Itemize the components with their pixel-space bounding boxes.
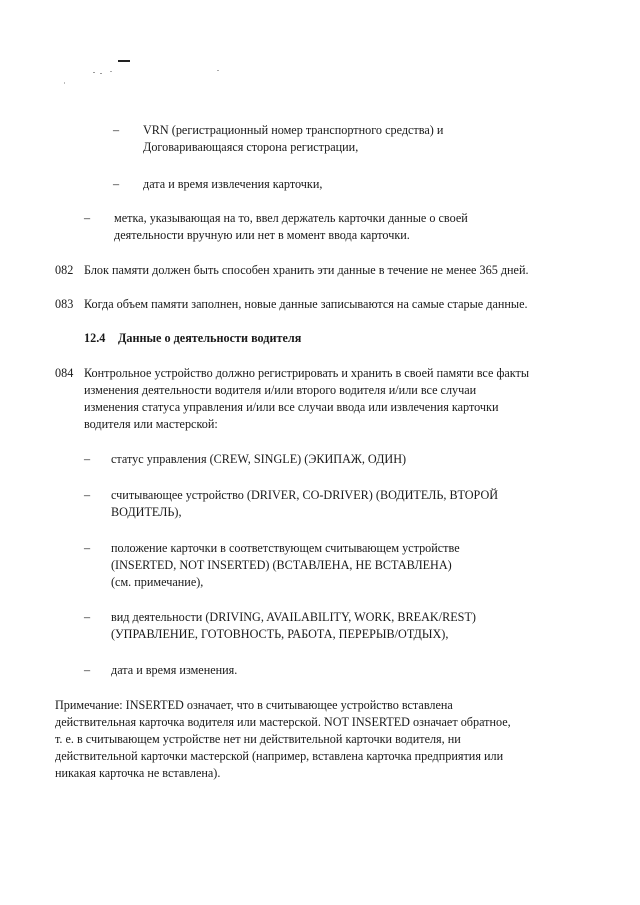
list-item-text: (УПРАВЛЕНИЕ, ГОТОВНОСТЬ, РАБОТА, ПЕРЕРЫВ/ОТДЫХ), xyxy=(111,627,449,641)
requirement-text: изменения статуса управления и/или все случаи ввода или извлечения карточки xyxy=(84,400,499,414)
requirement-text: Контрольное устройство должно регистрировать и хранить в своей памяти все факты xyxy=(84,366,530,380)
scan-artifact-dot xyxy=(217,70,219,71)
list-item-text: VRN (регистрационный номер транспортного средства) и xyxy=(143,123,444,137)
list-item-text: ВОДИТЕЛЬ), xyxy=(111,505,182,519)
requirement-number: 084 xyxy=(55,366,74,380)
scan-artifact-dot xyxy=(64,82,65,84)
list-dash: – xyxy=(113,177,120,191)
list-item-text: (INSERTED, NOT INSERTED) (ВСТАВЛЕНА, НЕ ВСТАВЛЕНА) xyxy=(111,558,452,572)
requirement-text: Блок памяти должен быть способен хранить эти данные в течение не менее 365 дней. xyxy=(84,263,529,277)
list-item-text: считывающее устройство (DRIVER, CO-DRIVER) (ВОДИТЕЛЬ, ВТОРОЙ xyxy=(111,488,499,502)
list-item-text: дата и время изменения. xyxy=(111,663,238,677)
list-dash: – xyxy=(84,211,91,225)
list-item-text: статус управления (CREW, SINGLE) (ЭКИПАЖ, ОДИН) xyxy=(111,452,407,466)
note-text: действительной карточки мастерской (например, вставлена карточка предприятия или xyxy=(55,749,504,763)
list-dash: – xyxy=(84,488,91,502)
list-item-text: вид деятельности (DRIVING, AVAILABILITY, WORK, BREAK/REST) xyxy=(111,610,476,624)
list-dash: – xyxy=(113,123,120,137)
list-item-text: деятельности вручную или нет в момент ввода карточки. xyxy=(114,228,410,242)
requirement-text: изменения деятельности водителя и/или второго водителя и/или все случаи xyxy=(84,383,477,397)
requirement-text: водителя или мастерской: xyxy=(84,417,218,431)
requirement-text: Когда объем памяти заполнен, новые данные записываются на самые старые данные. xyxy=(84,297,528,311)
section-number: 12.4 xyxy=(84,331,106,345)
scan-artifact-dot xyxy=(100,73,102,74)
list-item-text: Договаривающаяся сторона регистрации, xyxy=(143,140,359,154)
note-text: действительная карточка водителя или мастерской. NOT INSERTED означает обратное, xyxy=(55,715,511,729)
list-dash: – xyxy=(84,452,91,466)
list-item-text: дата и время извлечения карточки, xyxy=(143,177,323,191)
list-dash: – xyxy=(84,541,91,555)
scan-artifact-dot xyxy=(93,72,95,73)
scan-artifact-dot xyxy=(110,71,112,72)
note-text: Примечание: INSERTED означает, что в считывающее устройство вставлена xyxy=(55,698,453,712)
section-title: Данные о деятельности водителя xyxy=(118,331,302,345)
list-item-text: (см. примечание), xyxy=(111,575,204,589)
note-text: т. е. в считывающем устройстве нет ни действительной карточки водителя, ни xyxy=(55,732,461,746)
list-dash: – xyxy=(84,610,91,624)
list-item-text: метка, указывающая на то, ввел держатель карточки данные о своей xyxy=(114,211,468,225)
requirement-number: 083 xyxy=(55,297,74,311)
scan-artifact-mark xyxy=(118,60,130,62)
note-text: никакая карточка не вставлена). xyxy=(55,766,221,780)
list-item-text: положение карточки в соответствующем считывающем устройстве xyxy=(111,541,460,555)
list-dash: – xyxy=(84,663,91,677)
requirement-number: 082 xyxy=(55,263,74,277)
